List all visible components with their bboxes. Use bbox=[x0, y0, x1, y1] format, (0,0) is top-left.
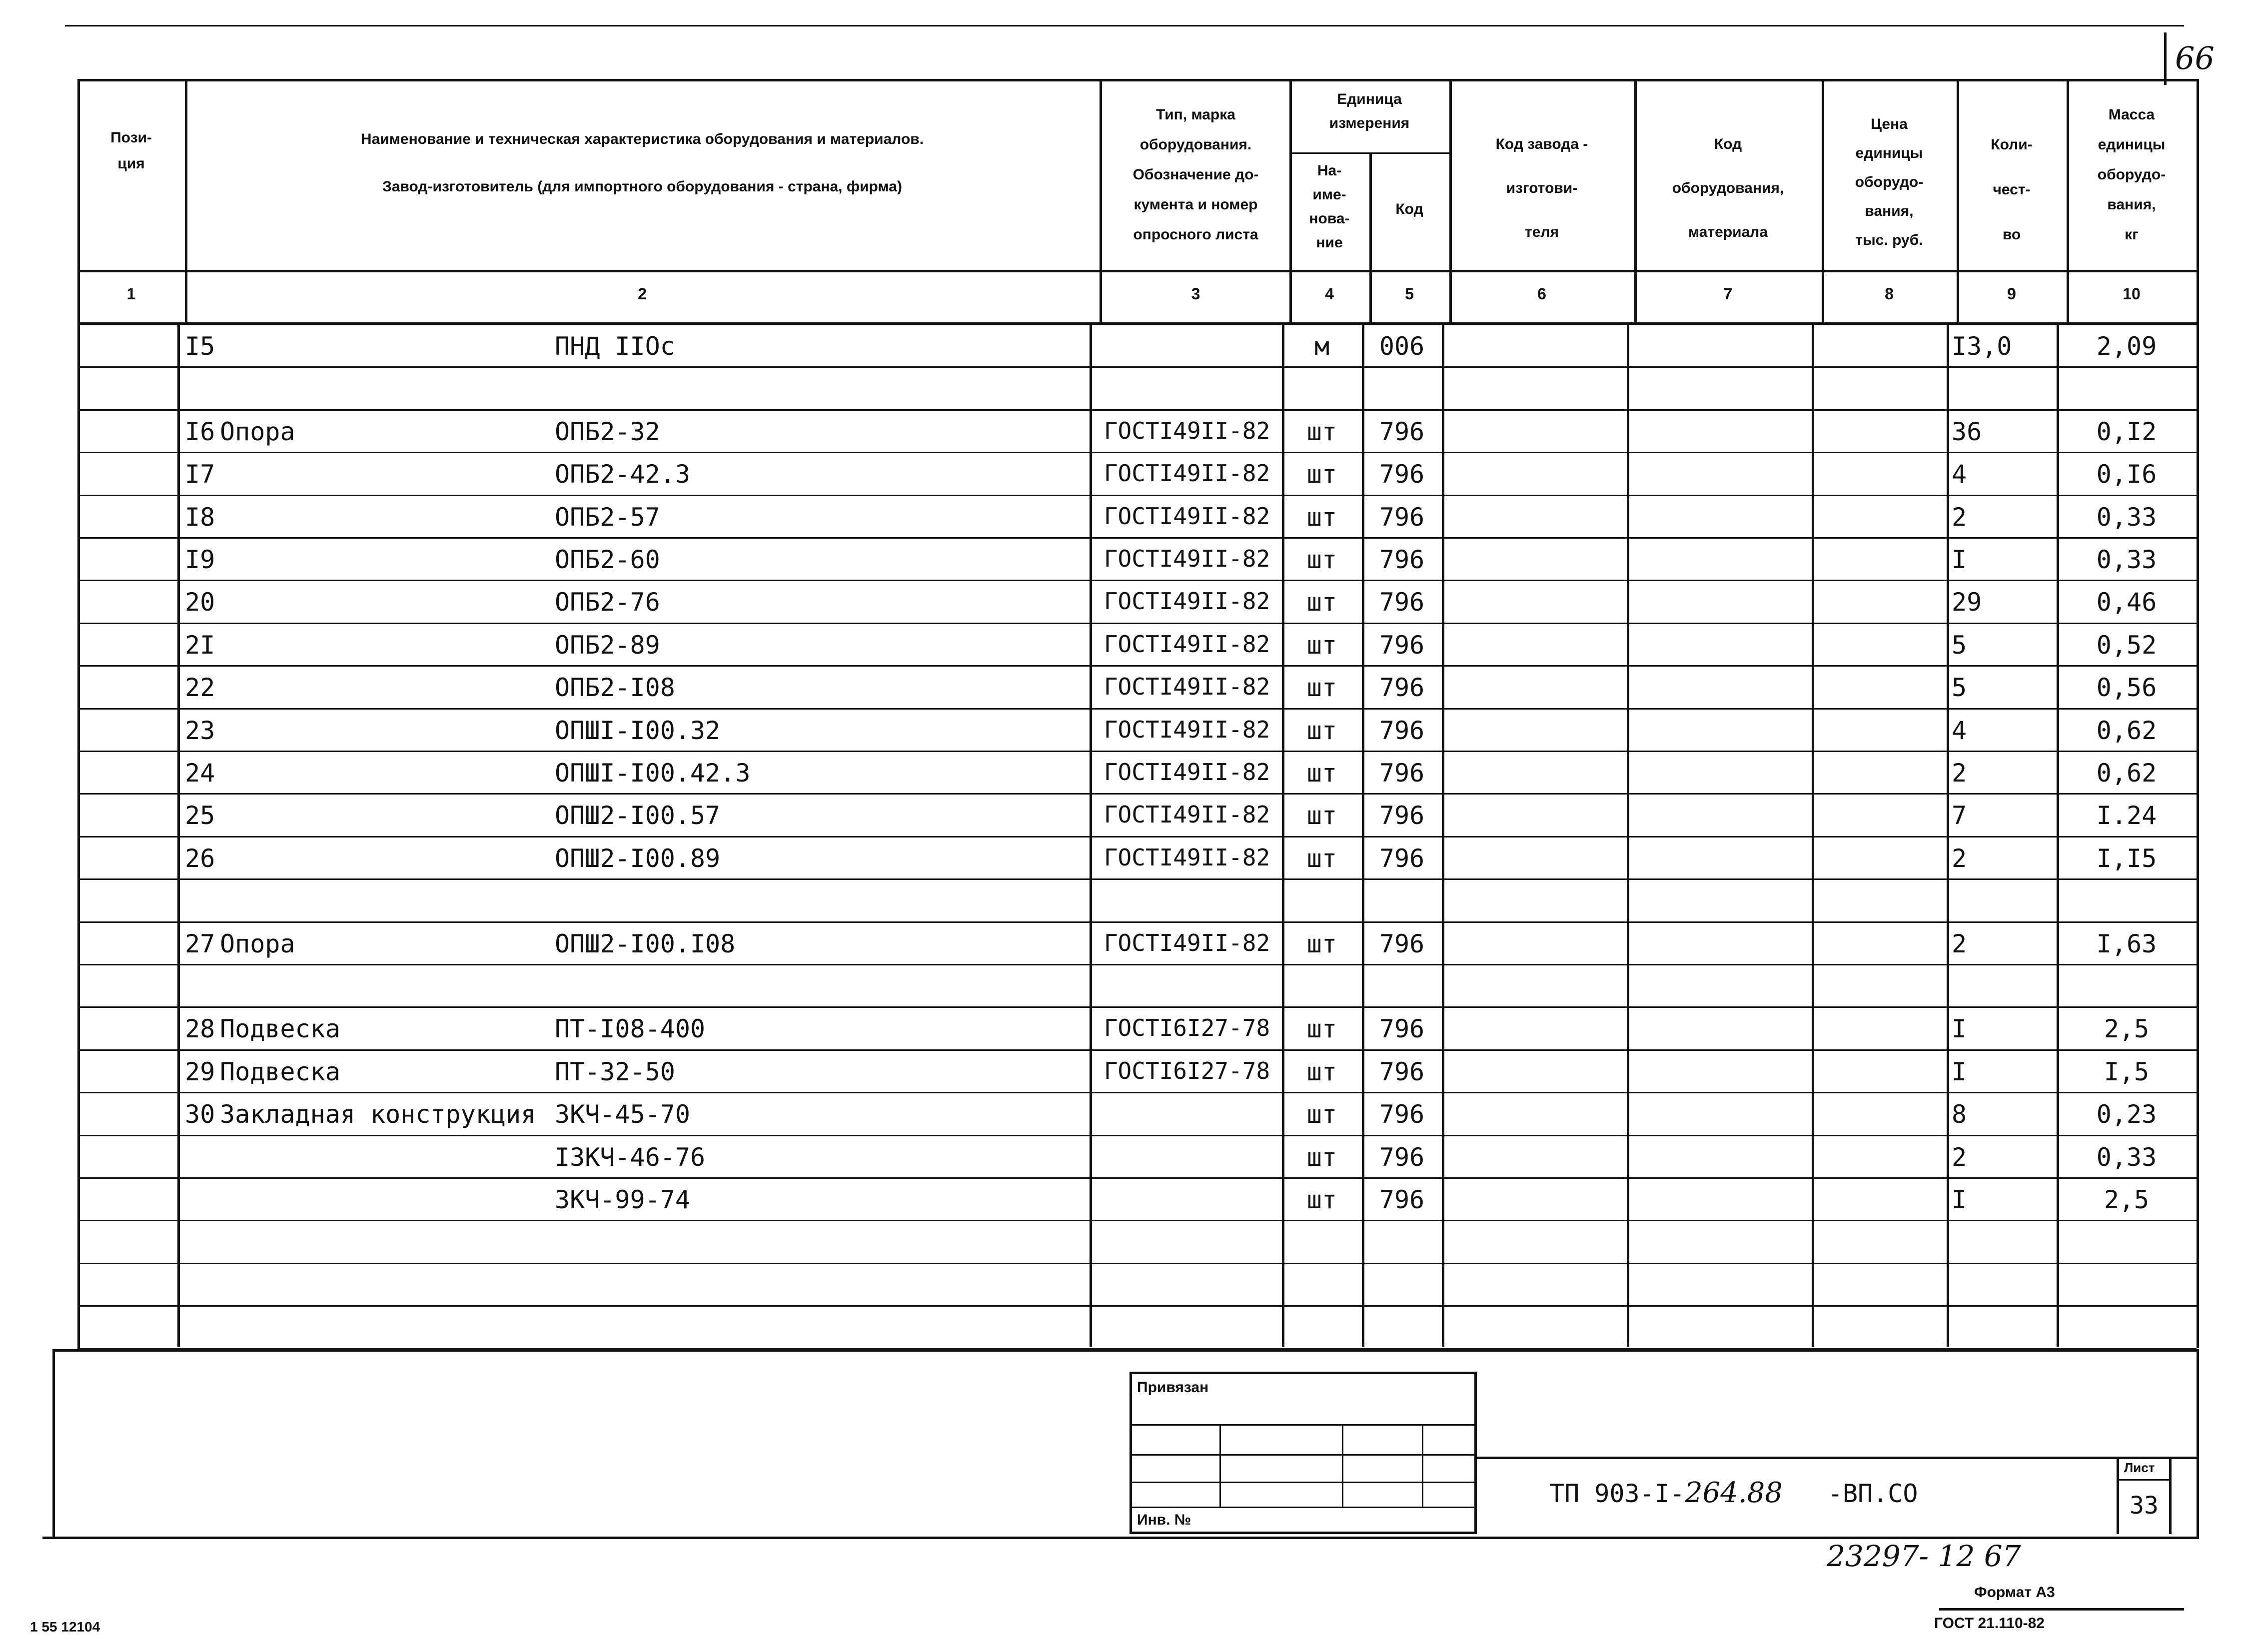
cell-code: 796 bbox=[1379, 545, 1425, 574]
cell-doc: ГОСТI49II-82 bbox=[1104, 460, 1270, 487]
cell-qty: I bbox=[1952, 1014, 1967, 1044]
linked-label: Привязан bbox=[1137, 1379, 1209, 1396]
cell-pos: 26 bbox=[185, 843, 215, 873]
header-price: Цена единицы оборудо- вания, тыс. руб. bbox=[1855, 116, 1924, 248]
cell-code: 796 bbox=[1379, 460, 1425, 489]
cell-name: Опора bbox=[220, 929, 295, 958]
cell-unit: шт bbox=[1306, 630, 1337, 660]
cell-doc: ГОСТI49II-82 bbox=[1104, 545, 1270, 572]
cell-mark: ОПШI-I00.32 bbox=[555, 716, 721, 745]
stamp-top-line bbox=[52, 1349, 2199, 1352]
cell-mass: I.24 bbox=[2096, 801, 2157, 830]
cell-mark: ОПБ2-I08 bbox=[555, 673, 675, 703]
linked-grid-h2 bbox=[1129, 1454, 1477, 1456]
row-separator bbox=[77, 1220, 2197, 1221]
cell-name: Подвеска bbox=[220, 1014, 340, 1044]
body-sep-7 bbox=[1812, 322, 1814, 1347]
cell-qty: 29 bbox=[1952, 588, 1982, 617]
cell-qty: I3,0 bbox=[1952, 332, 2012, 361]
cell-pos: 25 bbox=[185, 801, 215, 830]
cell-mass: 0,23 bbox=[2096, 1100, 2157, 1129]
cell-qty: 2 bbox=[1952, 759, 1967, 788]
cell-qty: I bbox=[1952, 1185, 1967, 1214]
cell-mark: IЗКЧ-46-76 bbox=[555, 1142, 706, 1172]
column-number: 10 bbox=[2123, 285, 2141, 303]
col-sep-1 bbox=[185, 79, 187, 322]
cell-mark: ОПБ2-89 bbox=[555, 630, 660, 660]
cell-qty: I bbox=[1952, 545, 1967, 574]
stamp-right-line bbox=[2197, 1349, 2199, 1537]
cell-name: Подвеска bbox=[220, 1057, 340, 1086]
table-top-border bbox=[77, 79, 2199, 81]
cell-mass: I,I5 bbox=[2096, 843, 2157, 873]
row-separator bbox=[77, 751, 2197, 752]
linked-grid-v3 bbox=[1422, 1424, 1423, 1507]
cell-qty: 7 bbox=[1952, 801, 1967, 830]
row-separator bbox=[77, 665, 2197, 667]
cell-mass: 0,33 bbox=[2096, 545, 2157, 574]
cell-unit: шт bbox=[1306, 1057, 1337, 1086]
cell-mark: ЗКЧ-45-70 bbox=[555, 1100, 690, 1129]
cell-mass: 0,62 bbox=[2096, 759, 2157, 788]
cell-qty: 5 bbox=[1952, 673, 1967, 703]
cell-mass: 0,I6 bbox=[2096, 460, 2157, 489]
handwritten-number: 23297- 12 67 bbox=[1827, 1539, 2021, 1573]
cell-doc: ГОСТI49II-82 bbox=[1104, 673, 1270, 701]
cell-code: 796 bbox=[1379, 801, 1425, 830]
cell-code: 796 bbox=[1379, 929, 1425, 958]
body-sep-6 bbox=[1627, 322, 1629, 1347]
inv-label: Инв. № bbox=[1137, 1512, 1191, 1528]
cell-qty: 4 bbox=[1952, 716, 1967, 745]
header-equipment-code: Код оборудования, материала bbox=[1672, 136, 1784, 240]
header-name-line2: Завод-изготовитель (для импортного оборудования - страна, фирма) bbox=[382, 178, 902, 195]
cell-mass: 2,09 bbox=[2096, 332, 2157, 361]
header-factory-code: Код завода - изготови- теля bbox=[1495, 136, 1588, 240]
cell-pos: 27 bbox=[185, 929, 215, 958]
cell-mark: ОПБ2-32 bbox=[555, 417, 660, 446]
column-number: 4 bbox=[1325, 285, 1334, 303]
corner-number: 66 bbox=[2175, 40, 2215, 76]
cell-mark: ПНД IIOc bbox=[555, 332, 675, 361]
cell-mass: I,5 bbox=[2104, 1057, 2150, 1086]
cell-mass: 2,5 bbox=[2104, 1014, 2150, 1044]
cell-mass: 0,46 bbox=[2096, 588, 2157, 617]
row-separator bbox=[77, 1092, 2197, 1093]
cell-mass: 0,56 bbox=[2096, 673, 2157, 703]
cell-code: 796 bbox=[1379, 673, 1425, 703]
linked-grid-h1 bbox=[1129, 1424, 1477, 1426]
cell-unit: шт bbox=[1306, 460, 1337, 489]
row-separator bbox=[77, 1006, 2197, 1008]
top-edge-line bbox=[65, 25, 2184, 26]
cell-unit: шт bbox=[1306, 843, 1337, 873]
cell-mass: 0,52 bbox=[2096, 630, 2157, 660]
doc-code-suffix: -ВП.СО bbox=[1827, 1479, 1918, 1508]
cell-mark: ОПШ2-I00.89 bbox=[555, 843, 721, 873]
cell-pos: I9 bbox=[185, 545, 215, 574]
cell-mark: ПТ-I08-400 bbox=[555, 1014, 706, 1044]
row-separator bbox=[77, 1135, 2197, 1136]
cell-pos: 28 bbox=[185, 1014, 215, 1044]
sheet-label: Лист bbox=[2124, 1460, 2155, 1475]
row-separator bbox=[77, 878, 2197, 880]
cell-unit: шт bbox=[1306, 1185, 1337, 1214]
cell-code: 796 bbox=[1379, 1185, 1425, 1214]
standard-label: ГОСТ 21.110-82 bbox=[1934, 1615, 2045, 1632]
cell-doc: ГОСТI49II-82 bbox=[1104, 929, 1270, 956]
row-separator bbox=[77, 537, 2197, 539]
table-left-border bbox=[77, 79, 80, 1348]
cell-mark: ОПБ2-42.3 bbox=[555, 460, 690, 489]
column-number: 3 bbox=[1191, 285, 1200, 303]
row-separator bbox=[77, 964, 2197, 965]
cell-code: 796 bbox=[1379, 1014, 1425, 1044]
linked-grid-v2 bbox=[1342, 1424, 1343, 1507]
cell-code: 006 bbox=[1379, 332, 1425, 361]
cell-pos: 24 bbox=[185, 759, 215, 788]
doc-code-prefix: ТП 903-I- bbox=[1549, 1479, 1685, 1508]
cell-pos: 30 bbox=[185, 1100, 215, 1129]
cell-mass: 0,62 bbox=[2096, 716, 2157, 745]
row-separator bbox=[77, 1049, 2197, 1051]
cell-doc: ГОСТI49II-82 bbox=[1104, 417, 1270, 444]
row-separator bbox=[77, 1305, 2197, 1307]
cell-unit: шт bbox=[1306, 929, 1337, 958]
cell-pos: 29 bbox=[185, 1057, 215, 1086]
cell-doc: ГОСТI49II-82 bbox=[1104, 759, 1270, 786]
row-separator bbox=[77, 409, 2197, 411]
cell-qty: 2 bbox=[1952, 929, 1967, 958]
cell-mass: 2,5 bbox=[2104, 1185, 2150, 1214]
cell-pos: 23 bbox=[185, 716, 215, 745]
cell-unit: шт bbox=[1306, 545, 1337, 574]
cell-qty: 8 bbox=[1952, 1100, 1967, 1129]
cell-unit: шт bbox=[1306, 1014, 1337, 1044]
cell-mark: ОПШI-I00.42.3 bbox=[555, 759, 751, 788]
row-separator bbox=[77, 623, 2197, 624]
cell-unit: шт bbox=[1306, 502, 1337, 532]
row-separator bbox=[77, 921, 2197, 923]
cell-pos: I5 bbox=[185, 332, 215, 361]
row-separator bbox=[77, 580, 2197, 581]
cell-mark: ОПБ2-76 bbox=[555, 588, 660, 617]
cell-unit: шт bbox=[1306, 673, 1337, 703]
cell-name: Опора bbox=[220, 417, 295, 446]
row-separator bbox=[77, 708, 2197, 710]
cell-unit: шт bbox=[1306, 801, 1337, 830]
linked-grid-v1 bbox=[1219, 1424, 1221, 1507]
row-separator bbox=[77, 1177, 2197, 1179]
header-bottom-line bbox=[77, 270, 2199, 272]
body-sep-2 bbox=[1090, 322, 1092, 1347]
cell-code: 796 bbox=[1379, 502, 1425, 532]
cell-unit: м bbox=[1314, 332, 1330, 361]
cell-doc: ГОСТI49II-82 bbox=[1104, 801, 1270, 828]
column-number: 5 bbox=[1405, 285, 1414, 303]
cell-pos: 2I bbox=[185, 630, 215, 660]
row-separator bbox=[77, 495, 2197, 496]
cell-mass: I,63 bbox=[2096, 929, 2157, 958]
row-separator bbox=[77, 1263, 2197, 1264]
cell-qty: 4 bbox=[1952, 460, 1967, 489]
body-sep-8 bbox=[1947, 322, 1949, 1347]
cell-pos: I6 bbox=[185, 417, 215, 446]
stamp-left-line bbox=[52, 1349, 55, 1537]
linked-grid-h4 bbox=[1129, 1507, 1477, 1508]
cell-unit: шт bbox=[1306, 1100, 1337, 1129]
cell-doc: ГОСТI6I27-78 bbox=[1104, 1014, 1270, 1042]
cell-doc: ГОСТI49II-82 bbox=[1104, 716, 1270, 743]
header-quantity: Коли- чест- во bbox=[1991, 136, 2033, 243]
header-unit-code: Код bbox=[1395, 201, 1423, 217]
header-type-mark: Тип, марка оборудования. Обозначение до- кумента и номер опросного листа bbox=[1132, 106, 1259, 243]
cell-qty: 5 bbox=[1952, 630, 1967, 660]
row-separator bbox=[77, 452, 2197, 453]
cell-doc: ГОСТI49II-82 bbox=[1104, 843, 1270, 871]
linked-grid-h3 bbox=[1129, 1482, 1477, 1483]
table-right-border bbox=[2197, 79, 2199, 1348]
cell-doc: ГОСТI49II-82 bbox=[1104, 588, 1270, 615]
doc-code-number: 264.88 bbox=[1684, 1477, 1783, 1509]
cell-code: 796 bbox=[1379, 759, 1425, 788]
cell-mark: ЗКЧ-99-74 bbox=[555, 1185, 690, 1214]
cell-mark: ОПШ2-I00.57 bbox=[555, 801, 721, 830]
cell-code: 796 bbox=[1379, 843, 1425, 873]
cell-code: 796 bbox=[1379, 630, 1425, 660]
cell-name: Закладная конструкция bbox=[220, 1100, 536, 1129]
cell-qty: 2 bbox=[1952, 843, 1967, 873]
cell-unit: шт bbox=[1306, 1142, 1337, 1172]
header-position: Пози- ция bbox=[110, 129, 152, 172]
cell-mass: 0,I2 bbox=[2096, 417, 2157, 446]
header-name-line1: Наименование и техническая характеристика оборудования и материалов. bbox=[360, 131, 924, 147]
cell-mark: ОПШ2-I00.I08 bbox=[555, 929, 736, 958]
cell-mass: 0,33 bbox=[2096, 1142, 2157, 1172]
cell-doc: ГОСТI6I27-78 bbox=[1104, 1057, 1270, 1084]
header-unit-group: Единица измерения bbox=[1329, 91, 1410, 131]
column-number: 6 bbox=[1537, 285, 1546, 303]
sheet-number: 33 bbox=[2130, 1492, 2159, 1520]
body-sep-1 bbox=[177, 322, 180, 1347]
cell-mass: 0,33 bbox=[2096, 502, 2157, 532]
column-number: 1 bbox=[126, 285, 136, 303]
body-sep-5 bbox=[1442, 322, 1444, 1347]
footer-line bbox=[1939, 1608, 2184, 1611]
print-code: 1 55 12104 bbox=[30, 1619, 100, 1635]
cell-qty: 2 bbox=[1952, 502, 1967, 532]
cell-mark: ОПБ2-57 bbox=[555, 502, 660, 532]
doc-code bbox=[1549, 1477, 1918, 1509]
cell-pos: 22 bbox=[185, 673, 215, 703]
header-unit-name: На- име- нова- ние bbox=[1309, 162, 1350, 251]
cell-code: 796 bbox=[1379, 716, 1425, 745]
cell-doc: ГОСТI49II-82 bbox=[1104, 630, 1270, 658]
cell-unit: шт bbox=[1306, 759, 1337, 788]
column-number: 9 bbox=[2007, 285, 2016, 303]
cell-pos: 20 bbox=[185, 588, 215, 617]
column-number: 2 bbox=[638, 285, 647, 303]
cell-unit: шт bbox=[1306, 588, 1337, 617]
cell-unit: шт bbox=[1306, 716, 1337, 745]
format-label: Формат А3 bbox=[1974, 1584, 2055, 1601]
cell-code: 796 bbox=[1379, 1100, 1425, 1129]
cell-unit: шт bbox=[1306, 417, 1337, 446]
cell-code: 796 bbox=[1379, 1142, 1425, 1172]
column-number: 8 bbox=[1885, 285, 1894, 303]
right-tab-line bbox=[2164, 32, 2167, 85]
cell-pos: I8 bbox=[185, 502, 215, 532]
cell-qty: 36 bbox=[1952, 417, 1982, 446]
cell-code: 796 bbox=[1379, 417, 1425, 446]
colnum-bottom-line bbox=[77, 322, 2199, 325]
sheet-label-line bbox=[2117, 1479, 2172, 1481]
cell-code: 796 bbox=[1379, 1057, 1425, 1086]
cell-doc: ГОСТI49II-82 bbox=[1104, 502, 1270, 530]
cell-mark: ПТ-32-50 bbox=[555, 1057, 675, 1086]
col-sep-2 bbox=[1100, 79, 1102, 322]
row-separator bbox=[77, 836, 2197, 837]
column-number: 7 bbox=[1723, 285, 1733, 303]
header-mass: Масса единицы оборудо- вания, кг bbox=[2097, 106, 2166, 243]
cell-qty: 2 bbox=[1952, 1142, 1967, 1172]
doc-code-box-line bbox=[1477, 1457, 2197, 1459]
cell-qty: I bbox=[1952, 1057, 1967, 1086]
cell-pos: I7 bbox=[185, 460, 215, 489]
cell-code: 796 bbox=[1379, 588, 1425, 617]
cell-mark: ОПБ2-60 bbox=[555, 545, 660, 574]
row-separator bbox=[77, 366, 2197, 368]
row-separator bbox=[77, 793, 2197, 795]
